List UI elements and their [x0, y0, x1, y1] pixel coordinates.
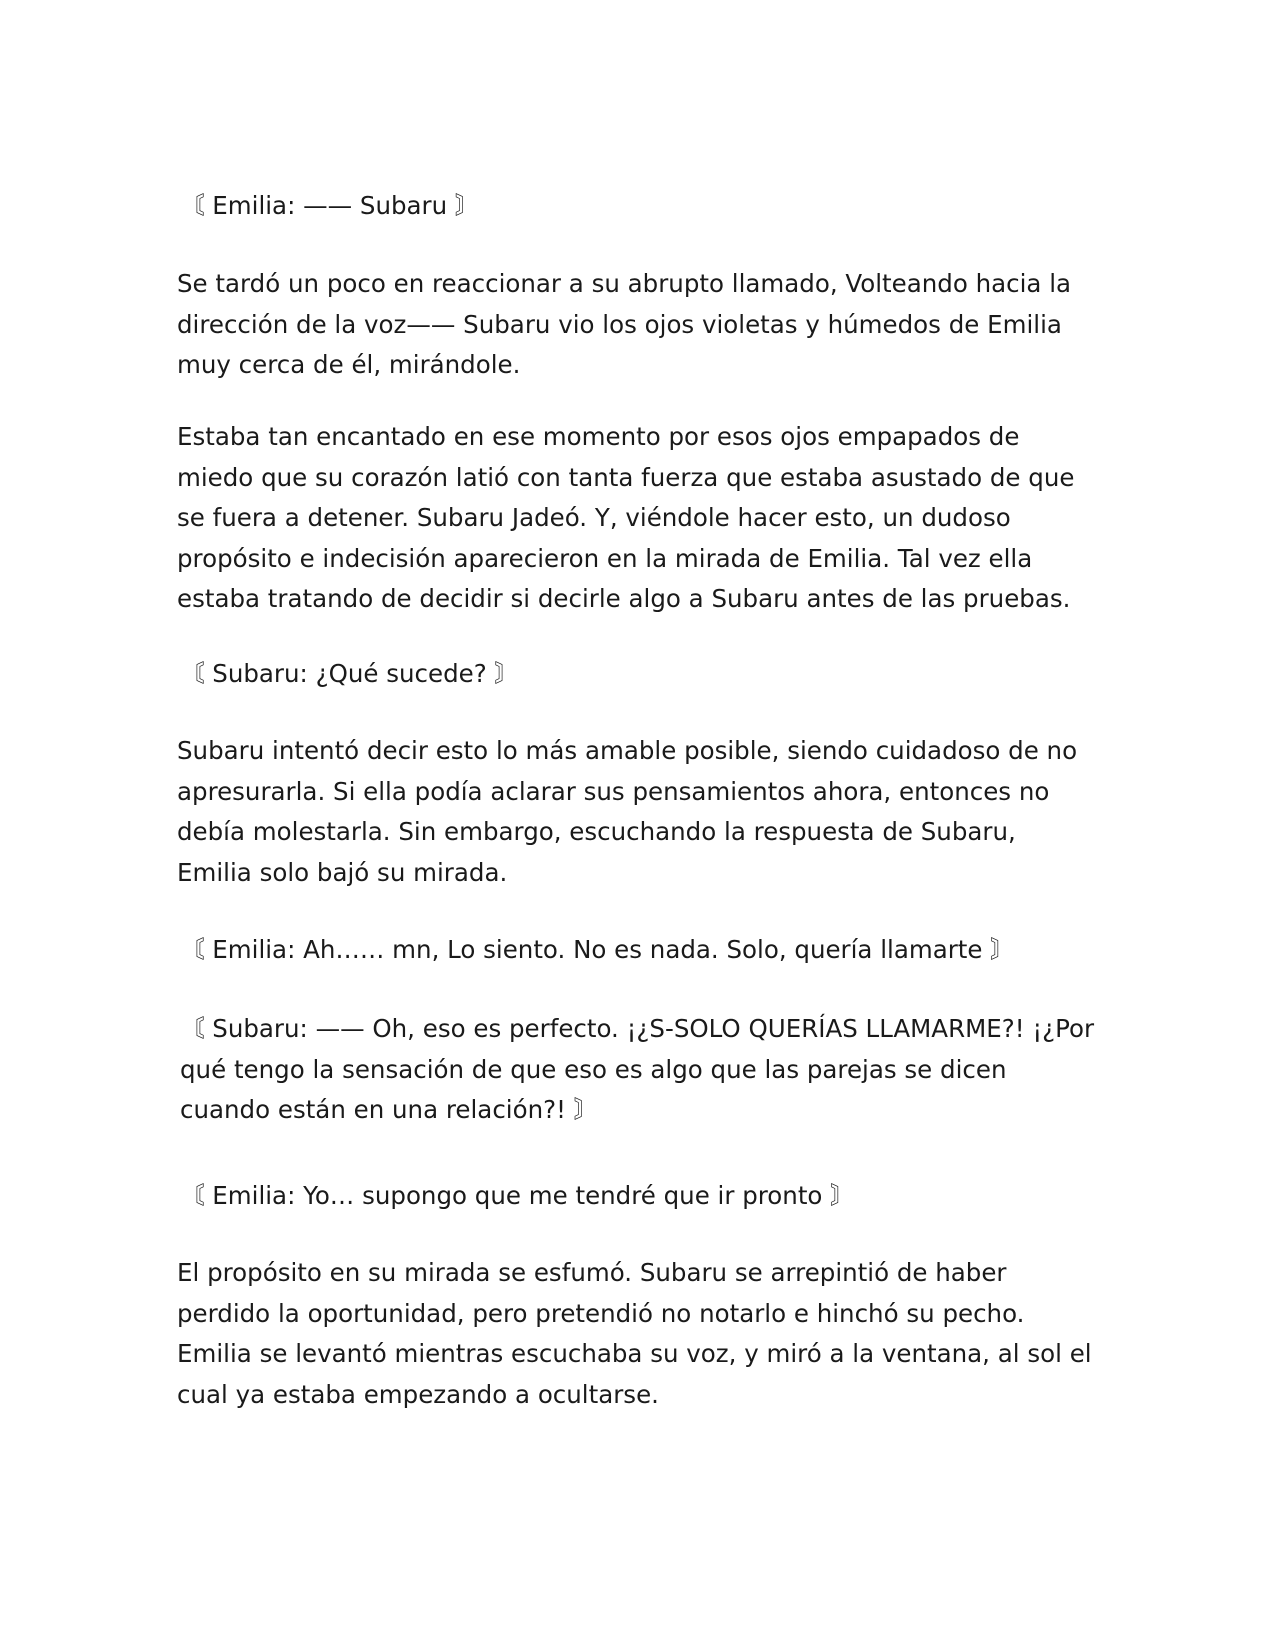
dialogue-line: 〘 Emilia: Yo… supongo que me tendré que ir pronto 〙: [180, 1181, 855, 1210]
dialogue-line: 〘 Emilia: —— Subaru 〙: [180, 191, 480, 220]
dialogue-line: 〘 Emilia: Ah…… mn, Lo siento. No es nada. Solo, quería llamarte 〙: [180, 935, 1015, 964]
dialogue-line: 〘 Subaru: ¿Qué sucede? 〙: [180, 659, 520, 688]
narrative-paragraph: Estaba tan encantado en ese momento por esos ojos empapados de miedo que su corazón latió con tanta fuerza que estaba asustado de que se fuera a detener. Subaru Jadeó. Y, viéndole hacer esto, un dudoso propósito e indecisión aparecieron en la mirada de Emilia. Tal vez ella estaba tratando de decidir si decirle algo a Subaru antes de las pruebas.: [177, 422, 1075, 613]
dialogue-line: 〘 Subaru: —— Oh, eso es perfecto. ¡¿S-SOLO QUERÍAS LLAMARME?! ¡¿Por qué tengo la sensación de que eso es algo que las parejas se dicen cuando están en una relación?! 〙: [180, 1014, 1095, 1124]
narrative-paragraph: Se tardó un poco en reaccionar a su abrupto llamado, Volteando hacia la dirección de la voz—— Subaru vio los ojos violetas y húmedos de Emilia muy cerca de él, mirándole.: [177, 269, 1072, 379]
narrative-paragraph: Subaru intentó decir esto lo más amable posible, siendo cuidadoso de no apresurarla. Si ella podía aclarar sus pensamientos ahora, entonces no debía molestarla. Sin embargo, escuchando la respuesta de Subaru, Emilia solo bajó su mirada.: [177, 736, 1078, 887]
narrative-paragraph: El propósito en su mirada se esfumó. Subaru se arrepintió de haber perdido la oportunidad, pero pretendió no notarlo e hinchó su pecho. Emilia se levantó mientras escuchaba su voz, y miró a la ventana, al sol el cual ya estaba empezando a ocultarse.: [177, 1258, 1092, 1409]
